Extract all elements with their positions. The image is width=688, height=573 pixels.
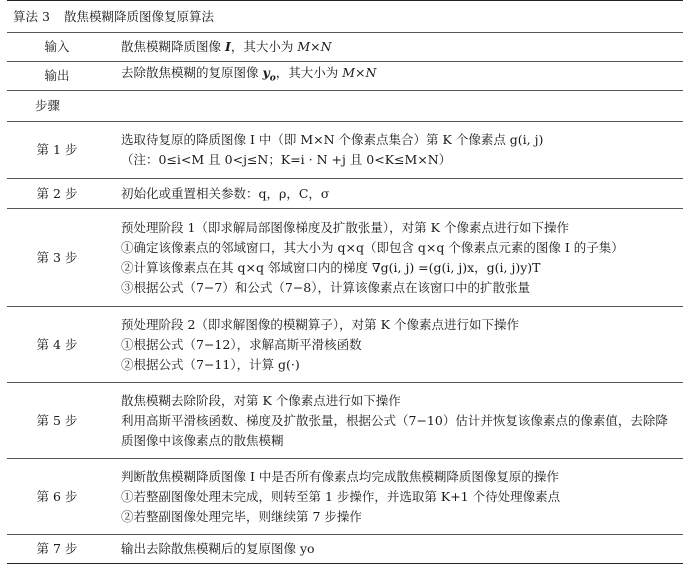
output-label: 输出 <box>44 68 70 83</box>
step-line: 利用高斯平滑核函数、梯度及扩散张量，根据公式（7−10）估计并恢复该像素点的像素值，去除降质图像中该像素点的散焦模糊 <box>121 412 668 448</box>
step-content <box>107 463 683 531</box>
step-row-1 <box>7 122 683 179</box>
step-line: ①确定该像素点的邻域窗口，其大小为 q×q（即包含 q×q 个像素点元素的图像 I 的子集） <box>121 239 624 255</box>
algorithm-number: 算法 3 <box>13 8 50 24</box>
step-label: 第 1 步 <box>36 142 78 157</box>
step-content <box>107 126 683 174</box>
step-label: 第 2 步 <box>36 185 78 201</box>
step-line: ③根据公式（7−7）和公式（7−8），计算该像素点在该窗口中的扩散张量 <box>121 279 531 295</box>
step-line: 判断散焦模糊降质图像 I 中是否所有像素点均完成散焦模糊降质图像复原的操作 <box>121 468 559 484</box>
step-label: 第 4 步 <box>36 336 78 352</box>
input-desc: 散焦模糊降质图像 I，其大小为 M×N <box>121 39 332 54</box>
steps-header: 步骤 <box>7 91 683 122</box>
algorithm-table <box>7 0 683 564</box>
step-line: 初始化或重置相关参数：q，ρ，C，σ <box>121 185 330 201</box>
step-content <box>107 180 683 208</box>
step-row-7 <box>7 535 683 563</box>
step-line: （注：0≤i<M 且 0<j≤N；K=i · N +j 且 0<K≤M×N） <box>121 152 452 167</box>
step-line: 预处理阶段 2（即求解图像的模糊算子），对第 K 个像素点进行如下操作 <box>121 316 519 332</box>
step-line: ②计算该像素点在其 q×q 邻域窗口内的梯度 ∇g(i, j) =(g(i, j)x，g(i, j)y)T <box>121 259 541 275</box>
step-line: ①若整副图像处理未完成，则转至第 1 步操作，并选取第 K+1 个待处理像素点 <box>121 488 561 504</box>
algorithm-title <box>7 1 683 33</box>
step-content <box>107 311 683 379</box>
input-size: M×N <box>297 39 332 54</box>
output-row <box>7 62 683 91</box>
input-row <box>7 33 683 62</box>
step-label: 第 6 步 <box>36 488 78 504</box>
step-row-3 <box>7 209 683 307</box>
step-row-4 <box>7 307 683 383</box>
step-label: 第 7 步 <box>36 541 78 556</box>
step-line: 预处理阶段 1（即求解局部图像梯度及扩散张量），对第 K 个像素点进行如下操作 <box>121 219 569 235</box>
step-row-5 <box>7 383 683 459</box>
step-content <box>107 535 683 563</box>
output-var: y <box>262 65 270 81</box>
step-label: 第 5 步 <box>36 412 78 428</box>
output-desc: 去除散焦模糊的复原图像 $y_o$，其大小为 M×N <box>121 65 377 84</box>
output-size: M×N <box>342 65 377 81</box>
step-content <box>107 214 683 302</box>
step-line: ①根据公式（7−12），求解高斯平滑核函数 <box>121 336 362 352</box>
step-line: ②若整副图像处理完毕，则继续第 7 步操作 <box>121 508 362 524</box>
step-label: 第 3 步 <box>36 249 78 265</box>
step-row-6 <box>7 459 683 535</box>
step-line: ②根据公式（7−11），计算 g(·) <box>121 356 300 372</box>
algorithm-name: 散焦模糊降质图像复原算法 <box>63 8 214 24</box>
step-row-2 <box>7 179 683 209</box>
input-var: I <box>224 39 231 54</box>
step-content <box>107 387 683 455</box>
step-line: 选取待复原的降质图像 I 中（即 M×N 个像素点集合）第 K 个像素点 g(i, j) <box>121 132 544 147</box>
step-line: 输出去除散焦模糊后的复原图像 yo <box>121 541 315 556</box>
input-label: 输入 <box>44 39 70 54</box>
step-line: 散焦模糊去除阶段，对第 K 个像素点进行如下操作 <box>121 392 401 408</box>
